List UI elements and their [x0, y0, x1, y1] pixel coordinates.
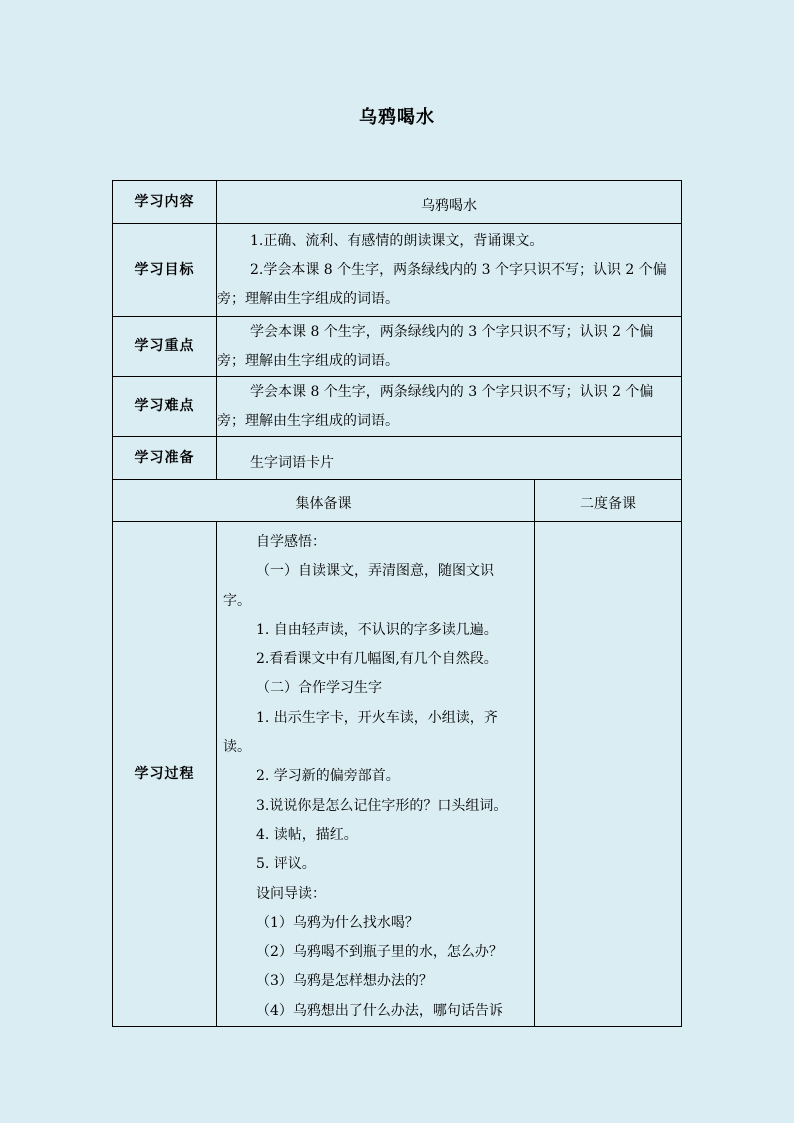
row-content	[113, 181, 682, 224]
process-line: 2. 学习新的偏旁部首。	[256, 768, 400, 785]
row-process	[113, 522, 682, 1027]
row-goals	[113, 224, 682, 317]
process-line: 自学感悟：	[256, 534, 326, 550]
value-goals	[217, 224, 682, 317]
difficulties-text: 学会本课 8 个生字，两条绿线内的 3 个字只识不写；认识 2 个偏旁；理解由生字组成的词语。	[217, 383, 654, 429]
row-section-headers	[113, 480, 682, 522]
process-line: 3.说说你是怎么记住字形的？口头组词。	[256, 797, 508, 814]
process-line: （2）乌鸦喝不到瓶子里的水，怎么办？	[256, 944, 503, 961]
key-points-text: 学会本课 8 个生字，两条绿线内的 3 个字只识不写；认识 2 个偏旁；理解由生字组成的词语。	[217, 323, 654, 369]
process-line: 1. 自由轻声读，不认识的字多读几遍。	[256, 621, 498, 638]
process-line: 5. 评议。	[256, 856, 316, 873]
label-preparation: 学习准备	[113, 437, 217, 480]
goal-line-1: 1.正确、流利、有感情的朗读课文，背诵课文。	[250, 232, 544, 249]
preparation-text: 生字词语卡片	[250, 454, 334, 471]
process-line: 4. 读帖，描红。	[256, 826, 358, 843]
header-secondary: 二度备课	[535, 480, 682, 522]
document-title: 乌鸦喝水	[359, 107, 435, 128]
value-difficulties	[217, 377, 682, 437]
process-line: 读。	[223, 739, 251, 756]
row-preparation	[113, 437, 682, 480]
process-content	[217, 522, 535, 1027]
process-line: （1）乌鸦为什么找水喝？	[256, 914, 419, 931]
label-difficulties: 学习难点	[113, 377, 217, 437]
value-preparation	[217, 437, 682, 480]
goal-line-2: 2.学会本课 8 个生字，两条绿线内的 3 个字只识不写；认识 2 个偏旁；理解由生字组成的词语。	[217, 261, 667, 307]
value-content: 乌鸦喝水	[217, 181, 682, 224]
process-line: 字。	[223, 592, 251, 609]
process-line: 2.看看课文中有几幅图,有几个自然段。	[256, 651, 498, 668]
row-key-points	[113, 317, 682, 377]
header-collective: 集体备课	[113, 480, 535, 522]
label-content: 学习内容	[113, 181, 217, 224]
process-line: （4）乌鸦想出了什么办法，哪句话告诉	[256, 1002, 503, 1019]
label-goals: 学习目标	[113, 224, 217, 317]
lesson-plan-table	[112, 180, 682, 1027]
process-line: 1. 出示生字卡，开火车读，小组读，齐	[256, 709, 498, 726]
process-line: （二）合作学习生字	[256, 680, 382, 697]
process-line: 设问导读：	[256, 885, 326, 902]
secondary-notes	[535, 522, 682, 1027]
process-line: （一）自读课文，弄清图意，随图文识	[256, 563, 494, 580]
row-difficulties	[113, 377, 682, 437]
value-key-points	[217, 317, 682, 377]
label-process: 学习过程	[113, 522, 217, 1027]
label-key-points: 学习重点	[113, 317, 217, 377]
process-line: （3）乌鸦是怎样想办法的？	[256, 973, 433, 990]
